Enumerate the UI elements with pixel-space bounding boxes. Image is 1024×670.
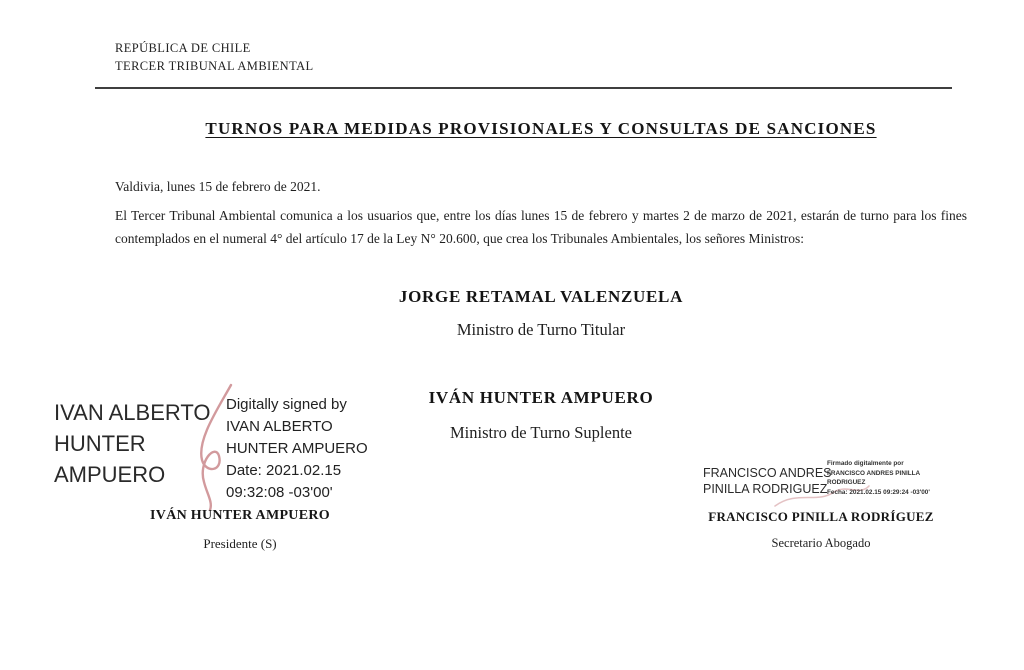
document-title: TURNOS PARA MEDIDAS PROVISIONALES Y CONSULTAS DE SANCIONES xyxy=(205,119,877,138)
right-printed-name: FRANCISCO PINILLA RODRÍGUEZ xyxy=(708,509,934,524)
minister-titular-role: Ministro de Turno Titular xyxy=(456,320,626,339)
left-stamp-detail-line-2: IVAN ALBERTO xyxy=(226,418,333,435)
right-stamp-detail-line-3: RODRIGUEZ xyxy=(827,479,866,487)
right-stamp-detail-line-1: Firmado digitalmente por xyxy=(827,460,904,467)
right-signature-stamp-details xyxy=(827,459,930,497)
right-stamp-name-line-1: FRANCISCO ANDRES xyxy=(703,466,832,480)
right-stamp-detail-line-4: Fecha: 2021.02.15 09:29:24 -03'00' xyxy=(827,488,930,496)
left-stamp-detail-line-3: HUNTER AMPUERO xyxy=(226,440,368,457)
left-stamp-detail-line-1: Digitally signed by xyxy=(226,396,347,413)
right-stamp-detail-line-2: FRANCISCO ANDRES PINILLA xyxy=(827,469,921,477)
left-printed-name: IVÁN HUNTER AMPUERO xyxy=(150,508,330,523)
letterhead xyxy=(115,40,314,75)
left-stamp-detail-line-4: Date: 2021.02.15 xyxy=(226,462,342,479)
body-paragraph: El Tercer Tribunal Ambiental comunica a los usuarios que, entre los días lunes 15 de febrero y martes 2 de marzo de 2021, estarán de turno para los fines contemplados en el numeral 4° del artículo 17 de la Ley N° 20.600, que crea los Tribunales Ambientales, los señores Ministros: xyxy=(115,208,967,246)
letterhead-line-1: REPÚBLICA DE CHILE xyxy=(115,41,251,55)
minister-suplente-name: IVÁN HUNTER AMPUERO xyxy=(428,388,654,407)
right-printed-role: Secretario Abogado xyxy=(771,536,871,550)
left-signature-stamp-details xyxy=(226,394,368,504)
minister-titular-name: JORGE RETAMAL VALENZUELA xyxy=(398,287,684,306)
left-stamp-name-line-2: HUNTER xyxy=(54,431,146,456)
left-stamp-name-line-1: IVAN ALBERTO xyxy=(54,400,211,425)
dateline: Valdivia, lunes 15 de febrero de 2021. xyxy=(115,179,321,194)
header-rule xyxy=(95,87,952,89)
left-stamp-name-line-3: AMPUERO xyxy=(54,462,166,487)
minister-suplente-role: Ministro de Turno Suplente xyxy=(450,423,632,442)
right-stamp-name-line-2: PINILLA RODRIGUEZ xyxy=(703,482,828,496)
letterhead-line-2: TERCER TRIBUNAL AMBIENTAL xyxy=(115,58,314,73)
title-row xyxy=(115,119,967,139)
left-printed-role: Presidente (S) xyxy=(203,536,277,551)
left-stamp-detail-line-5: 09:32:08 -03'00' xyxy=(226,484,333,501)
